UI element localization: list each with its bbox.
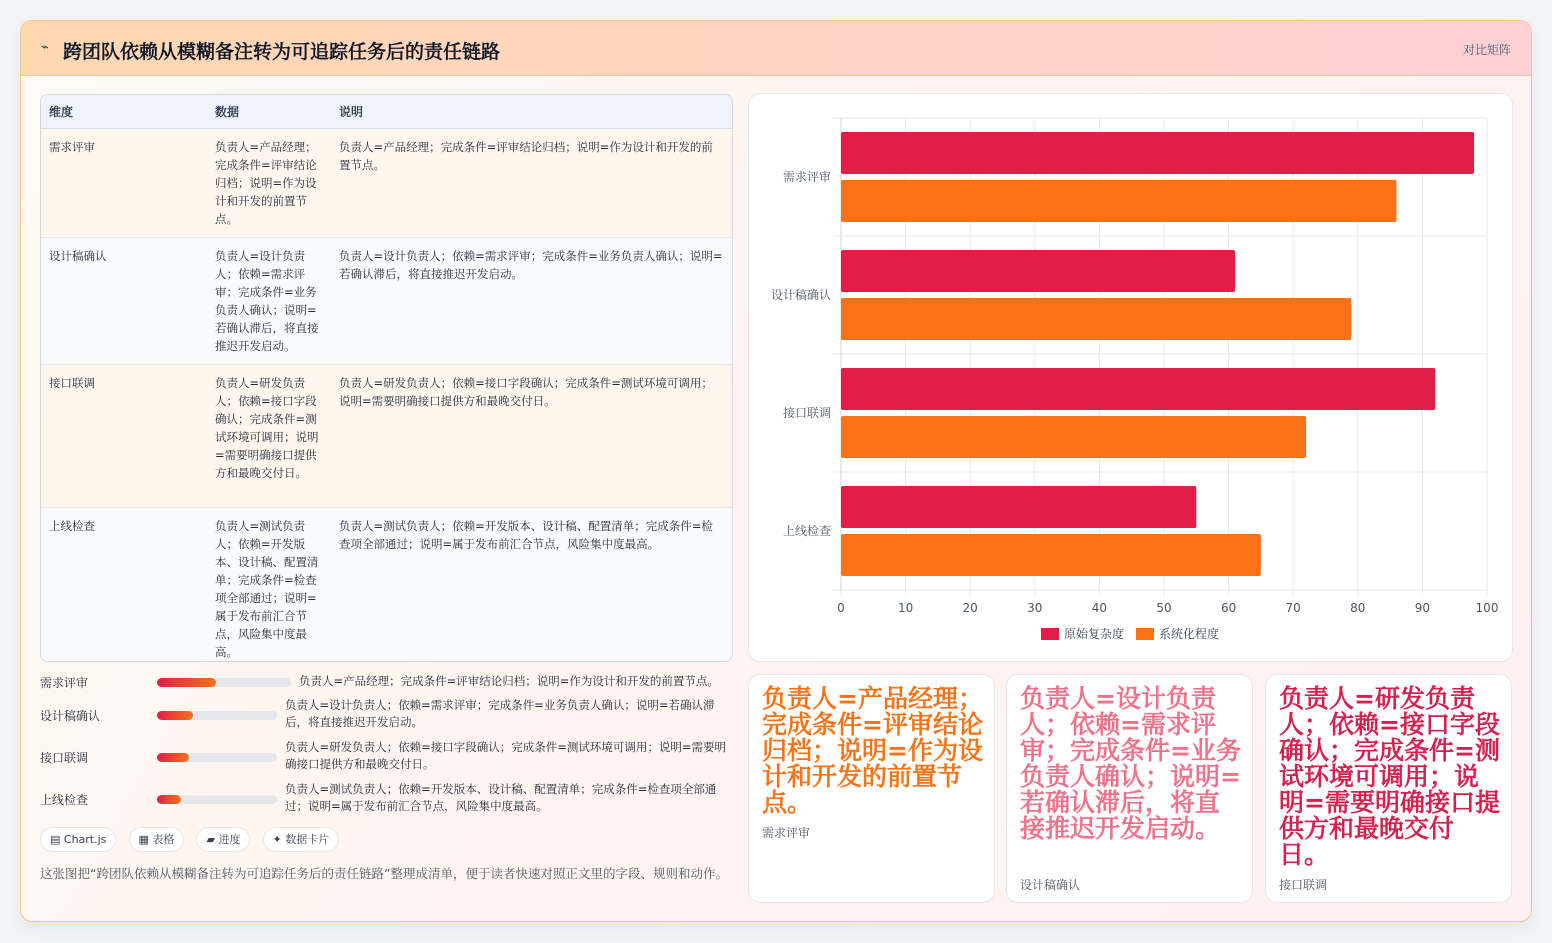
progress-label: 上线检查 bbox=[40, 793, 89, 807]
x-tick-label: 0 bbox=[837, 601, 845, 615]
chip-progress[interactable]: ▰ 进度 bbox=[196, 827, 250, 852]
table-cell: 负责人=测试负责人；依赖=开发版本、设计稿、配置清单；完成条件=检查项全部通过；说明=属于发布前汇合节点，风险集中度最高。 bbox=[207, 507, 331, 662]
table-row bbox=[41, 128, 732, 237]
progress-track bbox=[157, 753, 277, 762]
table-cell: 负责人=产品经理；完成条件=评审结论归档；说明=作为设计和开发的前置节点。 bbox=[331, 128, 732, 237]
bar-original-complexity bbox=[841, 250, 1235, 292]
progress-fill bbox=[157, 795, 181, 804]
progress-desc: 负责人=产品经理；完成条件=评审结论归档；说明=作为设计和开发的前置节点。 bbox=[299, 674, 719, 688]
bar-chart bbox=[749, 94, 1514, 663]
table-row bbox=[41, 237, 732, 364]
progress-fill bbox=[157, 711, 193, 720]
table-row bbox=[41, 507, 732, 662]
progress-fill bbox=[157, 753, 189, 762]
table-cell: 负责人=设计负责人；依赖=需求评审；完成条件=业务负责人确认；说明=若确认滞后，将直接推迟开发启动。 bbox=[207, 237, 331, 364]
page-title: 跨团队依赖从模糊备注转为可追踪任务后的责任链路 bbox=[63, 41, 501, 63]
card-text: 负责人=设计负责人；依赖=需求评审；完成条件=业务负责人确认；说明=若确认滞后，将直接推迟开发启动。 bbox=[1020, 684, 1241, 843]
link-icon: ⌁ bbox=[41, 40, 49, 55]
table-cell: 设计稿确认 bbox=[41, 237, 207, 364]
x-tick-label: 50 bbox=[1156, 601, 1172, 615]
legend-label: 原始复杂度 bbox=[1064, 627, 1125, 641]
chip-chartjs[interactable]: ▤ Chart.js bbox=[40, 827, 116, 852]
x-tick-label: 70 bbox=[1285, 601, 1301, 615]
table-cell: 负责人=设计负责人；依赖=需求评审；完成条件=业务负责人确认；说明=若确认滞后，将直接推迟开发启动。 bbox=[331, 237, 732, 364]
progress-desc: 负责人=测试负责人；依赖=开发版本、设计稿、配置清单；完成条件=检查项全部通过；说明=属于发布前汇合节点，风险集中度最高。 bbox=[285, 782, 717, 813]
column-header: 数据 bbox=[207, 95, 331, 128]
column-header: 说明 bbox=[331, 95, 732, 128]
table-header-row bbox=[41, 95, 732, 128]
tag-chips bbox=[40, 827, 346, 852]
legend-swatch bbox=[1136, 628, 1154, 640]
progress-desc: 负责人=设计负责人；依赖=需求评审；完成条件=业务负责人确认；说明=若确认滞后，将直接推迟开发启动。 bbox=[285, 698, 715, 729]
progress-track bbox=[157, 678, 291, 687]
bar-original-complexity bbox=[841, 368, 1435, 410]
bar-systematization bbox=[841, 298, 1351, 340]
bar-systematization bbox=[841, 180, 1397, 222]
main-window bbox=[20, 20, 1532, 922]
caption-note: 这张图把“跨团队依赖从模糊备注转为可追踪任务后的责任链路”整理成清单，便于读者快速对照正文里的字段、规则和动作。 bbox=[40, 866, 728, 881]
table-cell: 负责人=产品经理；完成条件=评审结论归档；说明=作为设计和开发的前置节点。 bbox=[207, 128, 331, 237]
card-text: 负责人=研发负责人；依赖=接口字段确认；完成条件=测试环境可调用；说明=需要明确接口提供方和最晚交付日。 bbox=[1279, 684, 1500, 869]
header-bar bbox=[21, 21, 1531, 76]
card-label: 设计稿确认 bbox=[1020, 878, 1081, 892]
y-tick-label: 设计稿确认 bbox=[770, 288, 831, 302]
table-cell: 负责人=研发负责人；依赖=接口字段确认；完成条件=测试环境可调用；说明=需要明确接口提供方和最晚交付日。 bbox=[207, 364, 331, 507]
x-tick-label: 20 bbox=[962, 601, 978, 615]
bar-original-complexity bbox=[841, 486, 1196, 528]
x-tick-label: 90 bbox=[1414, 601, 1431, 615]
table-cell: 负责人=研发负责人；依赖=接口字段确认；完成条件=测试环境可调用；说明=需要明确接口提供方和最晚交付日。 bbox=[331, 364, 732, 507]
bar-systematization bbox=[841, 416, 1306, 458]
legend-label: 系统化程度 bbox=[1159, 627, 1220, 641]
x-tick-label: 10 bbox=[897, 601, 914, 615]
x-tick-label: 80 bbox=[1350, 601, 1366, 615]
x-tick-label: 30 bbox=[1027, 601, 1043, 615]
card-text: 负责人=产品经理；完成条件=评审结论归档；说明=作为设计和开发的前置节点。 bbox=[762, 684, 983, 817]
progress-label: 需求评审 bbox=[40, 676, 89, 690]
progress-track bbox=[157, 711, 277, 720]
chip-data-cards[interactable]: ✦ 数据卡片 bbox=[263, 827, 340, 852]
data-table bbox=[40, 94, 733, 662]
data-card bbox=[748, 674, 995, 903]
progress-desc: 负责人=研发负责人；依赖=接口字段确认；完成条件=测试环境可调用；说明=需要明确接口提供方和最晚交付日。 bbox=[285, 740, 727, 771]
progress-label: 接口联调 bbox=[40, 751, 89, 765]
table-row bbox=[41, 364, 732, 507]
chip-table[interactable]: ▦ 表格 bbox=[129, 827, 185, 852]
x-tick-label: 40 bbox=[1091, 601, 1108, 615]
tab-compare-matrix[interactable]: 对比矩阵 bbox=[1462, 43, 1511, 57]
bar-original-complexity bbox=[841, 132, 1474, 174]
table-cell: 需求评审 bbox=[41, 128, 207, 237]
x-tick-label: 60 bbox=[1220, 601, 1237, 615]
y-tick-label: 需求评审 bbox=[782, 170, 831, 184]
table-cell: 上线检查 bbox=[41, 507, 207, 662]
legend-swatch bbox=[1041, 628, 1059, 640]
card-label: 需求评审 bbox=[762, 826, 811, 840]
column-header: 维度 bbox=[41, 95, 207, 128]
bar-systematization bbox=[841, 534, 1261, 576]
progress-fill bbox=[157, 678, 216, 687]
data-card bbox=[1265, 674, 1512, 903]
x-tick-label: 100 bbox=[1475, 601, 1499, 615]
y-tick-label: 上线检查 bbox=[782, 524, 831, 538]
chart-card bbox=[748, 93, 1513, 662]
y-tick-label: 接口联调 bbox=[782, 406, 831, 420]
data-card bbox=[1006, 674, 1253, 903]
progress-label: 设计稿确认 bbox=[40, 709, 101, 723]
table-cell: 接口联调 bbox=[41, 364, 207, 507]
table-cell: 负责人=测试负责人；依赖=开发版本、设计稿、配置清单；完成条件=检查项全部通过；说明=属于发布前汇合节点，风险集中度最高。 bbox=[331, 507, 732, 662]
card-label: 接口联调 bbox=[1279, 878, 1328, 892]
progress-track bbox=[157, 795, 277, 804]
